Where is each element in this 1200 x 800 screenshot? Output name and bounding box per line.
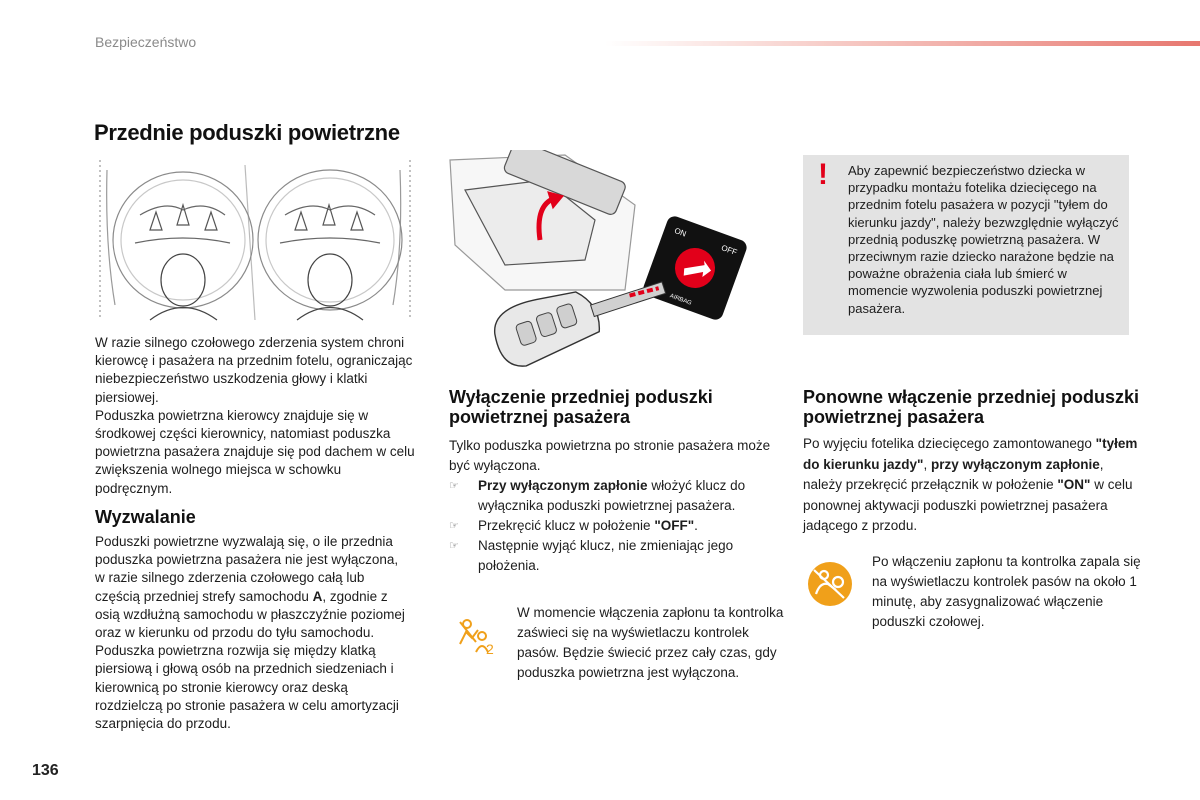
disable-text	[449, 436, 779, 576]
airbag-on-warning-lamp-icon	[806, 560, 854, 608]
airbag-off-warning-lamp-icon	[456, 616, 500, 656]
child-seat-warning-text: Aby zapewnić bezpieczeństwo dziecka w przypadku montażu fotelika dziecięcego na przednim fotelu pasażera w pozycji "tyłem do kierunku jazdy", należy bezwzględnie wyłączyć przednią poduszkę powietrzną pasażera. W przeciwnym razie dziecko narażone będzie na poważne obrażenia ciała lub śmierć w momencie wyzwolenia poduszki powietrznej pasażera.	[848, 163, 1119, 316]
bullet-hand-icon: ☞	[449, 540, 459, 552]
page-number: 136	[32, 762, 59, 779]
disable-intro: Tylko poduszka powietrzna po stronie pasażera może być wyłączona.	[449, 438, 771, 473]
intro-paragraph-2: Poduszka powietrzna kierowcy znajduje się w środkowej części kierownicy, natomiast poduszka powietrzna pasażera znajduje się pod dachem w celu zwiększenia wolnego miejsca w schowku podręcznym.	[95, 407, 415, 496]
airbag-switch-key-illustration	[445, 150, 755, 375]
disable-step-1: ☞ Przy wyłączonym zapłonie włożyć klucz do wyłącznika poduszki powietrznej pasażera.	[449, 478, 746, 513]
reenable-heading: Ponowne włączenie przedniej poduszki powietrznej pasażera	[803, 387, 1140, 427]
disable-heading: Wyłączenie przedniej poduszki powietrznej pasażera	[449, 387, 713, 427]
trigger-paragraph-1: Poduszki powietrzne wyzwalają się, o ile przednia poduszka powietrzna pasażera nie jest wyłączona, w razie silnego zderzenia czołowego całą lub częścią przedniej strefy samochodu A, zgodnie z osią wzdłużną samochodu w płaszczyźnie poziomej oraz w kierunku od przodu do tyłu samochodu.	[95, 534, 405, 641]
trigger-text	[95, 533, 405, 733]
zone-a-label: A	[312, 588, 323, 604]
svg-text:2: 2	[486, 641, 494, 656]
intro-text	[95, 334, 415, 498]
disable-lamp-note: W momencie włączenia zapłonu ta kontrolka zaświeci się na wyświetlaczu kontrolek pasów. Będzie świecić przez cały czas, gdy poduszka powietrzna jest wyłączona.	[517, 605, 784, 680]
switch-caption-label: AIRBAG	[668, 293, 693, 307]
reenable-text	[803, 434, 1143, 537]
disable-step-2: ☞ Przekręcić klucz w położenie "OFF".	[449, 516, 779, 536]
reenable-lamp-note: Po włączeniu zapłonu ta kontrolka zapala się na wyświetlaczu kontrolek pasów na około 1 minutę, aby zasygnalizować włączenie poduszki czołowej.	[872, 554, 1141, 629]
section-header: Bezpieczeństwo	[95, 34, 197, 50]
trigger-heading: Wyzwalanie	[95, 507, 196, 527]
header-accent-bar	[605, 41, 1200, 46]
switch-on-label: ON	[673, 226, 688, 239]
bullet-hand-icon: ☞	[449, 480, 459, 492]
bullet-hand-icon: ☞	[449, 520, 459, 532]
reenable-paragraph: Po wyjęciu fotelika dziecięcego zamontowanego "tyłem do kierunku jazdy", przy wyłączonym zapłonie, należy przekręcić przełącznik w położenie "ON" w celu ponownej aktywacji poduszki powietrznej pasażera jadącego z przodu.	[803, 436, 1138, 533]
disable-step-3: ☞ Następnie wyjąć klucz, nie zmieniając jego położenia.	[449, 538, 734, 573]
disable-steps-list	[449, 476, 779, 576]
page-title: Przednie poduszki powietrzne	[94, 120, 400, 145]
switch-off-label: OFF	[720, 243, 739, 258]
warning-icon: !	[818, 158, 828, 191]
intro-paragraph-1: W razie silnego czołowego zderzenia system chroni kierowcę i pasażera na przednim fotelu, ograniczając niebezpieczeństwo uszkodzenia głowy i klatki piersiowej.	[95, 335, 413, 405]
trigger-paragraph-2: Poduszka powietrzna rozwija się między klatką piersiową i głową osób na przednich siedzeniach i kierownicą po stronie kierowcy oraz deską rozdzielczą po stronie pasażera w celu amortyzacji szarpnięcia do przodu.	[95, 643, 399, 732]
airbag-deployment-illustration	[95, 155, 415, 325]
